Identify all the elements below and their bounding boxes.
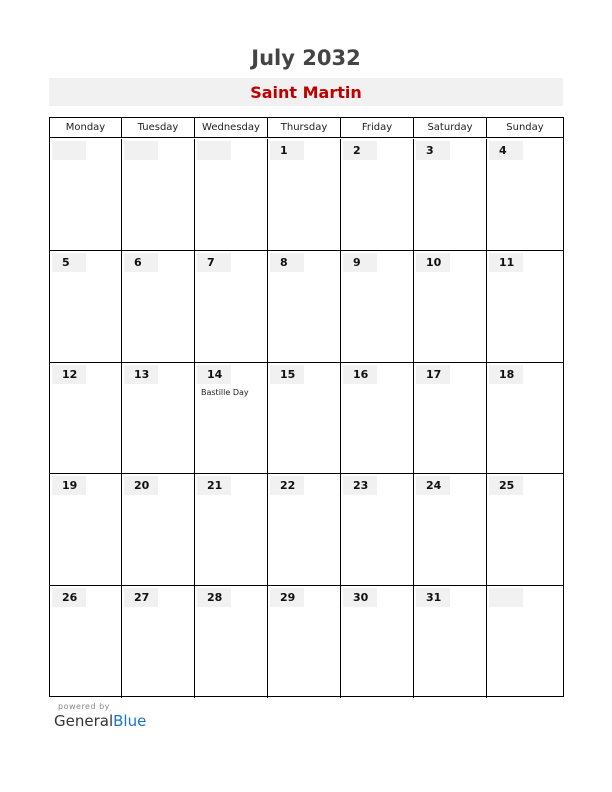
- holiday-label: Bastille Day: [201, 387, 249, 397]
- day-number: 1: [270, 141, 304, 160]
- calendar-day-cell[interactable]: [268, 586, 341, 698]
- weekday-label-monday: Monday: [50, 118, 122, 138]
- calendar-day-cell[interactable]: [195, 139, 268, 251]
- day-number: 11: [489, 253, 523, 272]
- day-number: 6: [124, 253, 158, 272]
- day-number: 27: [124, 588, 158, 607]
- day-number: 8: [270, 253, 304, 272]
- calendar-day-cell[interactable]: [122, 474, 195, 586]
- calendar-day-cell[interactable]: [414, 474, 487, 586]
- calendar-day-cell[interactable]: [414, 139, 487, 251]
- empty-day-marker: [124, 141, 158, 160]
- day-number: 15: [270, 365, 304, 384]
- calendar-day-cell[interactable]: [341, 139, 414, 251]
- day-number: 7: [197, 253, 231, 272]
- calendar-day-cell[interactable]: [268, 251, 341, 363]
- calendar-day-cell[interactable]: [414, 586, 487, 698]
- day-number: 30: [343, 588, 377, 607]
- page-title: July 2032: [251, 46, 361, 70]
- day-number: 10: [416, 253, 450, 272]
- day-number: 26: [52, 588, 86, 607]
- weekday-label-thursday: Thursday: [268, 118, 341, 138]
- calendar-day-cell[interactable]: [341, 586, 414, 698]
- calendar-day-cell[interactable]: [487, 251, 563, 363]
- weekday-label-wednesday: Wednesday: [195, 118, 268, 138]
- powered-by-text: powered by: [58, 702, 110, 711]
- calendar-day-cell[interactable]: [122, 586, 195, 698]
- calendar-day-cell[interactable]: [341, 474, 414, 586]
- country-banner: [49, 78, 563, 106]
- day-number: 28: [197, 588, 231, 607]
- brand-name-part2: Blue: [113, 712, 147, 730]
- day-number: 31: [416, 588, 450, 607]
- day-number: 18: [489, 365, 523, 384]
- brand-name-part1: General: [54, 712, 114, 730]
- day-number: 5: [52, 253, 86, 272]
- day-number: 13: [124, 365, 158, 384]
- calendar-day-cell[interactable]: [341, 251, 414, 363]
- calendar-day-cell[interactable]: [122, 139, 195, 251]
- calendar-day-cell[interactable]: [487, 586, 563, 698]
- brand-logo[interactable]: [54, 712, 146, 730]
- day-number: 29: [270, 588, 304, 607]
- weekday-label-friday: Friday: [341, 118, 414, 138]
- day-number: 12: [52, 365, 86, 384]
- calendar-day-cell[interactable]: [195, 251, 268, 363]
- day-number: 19: [52, 476, 86, 495]
- day-number: 3: [416, 141, 450, 160]
- calendar-day-cell[interactable]: [195, 474, 268, 586]
- country-name: Saint Martin: [250, 83, 362, 102]
- empty-day-marker: [197, 141, 231, 160]
- day-number: 17: [416, 365, 450, 384]
- calendar-day-cell[interactable]: [122, 363, 195, 475]
- empty-day-marker: [489, 588, 523, 607]
- calendar-grid: [49, 117, 564, 697]
- day-number: 22: [270, 476, 304, 495]
- calendar-day-cell[interactable]: [268, 363, 341, 475]
- calendar-day-cell[interactable]: [341, 363, 414, 475]
- calendar-day-cell[interactable]: [487, 139, 563, 251]
- day-number: 9: [343, 253, 377, 272]
- day-number: 24: [416, 476, 450, 495]
- calendar-day-cell[interactable]: [195, 586, 268, 698]
- calendar-day-cell[interactable]: [268, 474, 341, 586]
- weekday-label-tuesday: Tuesday: [122, 118, 195, 138]
- weekday-header-row: [50, 118, 563, 138]
- empty-day-marker: [52, 141, 86, 160]
- calendar-day-cell[interactable]: [50, 139, 122, 251]
- calendar-day-cell[interactable]: [268, 139, 341, 251]
- weekday-label-saturday: Saturday: [414, 118, 487, 138]
- day-number: 25: [489, 476, 523, 495]
- calendar-day-cell[interactable]: [50, 251, 122, 363]
- day-number: 14: [197, 365, 231, 384]
- calendar-day-cell[interactable]: [414, 251, 487, 363]
- calendar-day-cell[interactable]: [195, 363, 268, 475]
- day-number: 4: [489, 141, 523, 160]
- calendar-day-cell[interactable]: [487, 474, 563, 586]
- calendar-day-cell[interactable]: [50, 474, 122, 586]
- calendar-day-cell[interactable]: [122, 251, 195, 363]
- day-number: 16: [343, 365, 377, 384]
- day-number: 21: [197, 476, 231, 495]
- calendar-day-cell[interactable]: [50, 363, 122, 475]
- day-number: 23: [343, 476, 377, 495]
- calendar-day-cell[interactable]: [487, 363, 563, 475]
- calendar-day-cell[interactable]: [50, 586, 122, 698]
- day-number: 20: [124, 476, 158, 495]
- calendar-day-cell[interactable]: [414, 363, 487, 475]
- day-number: 2: [343, 141, 377, 160]
- weekday-label-sunday: Sunday: [506, 122, 544, 133]
